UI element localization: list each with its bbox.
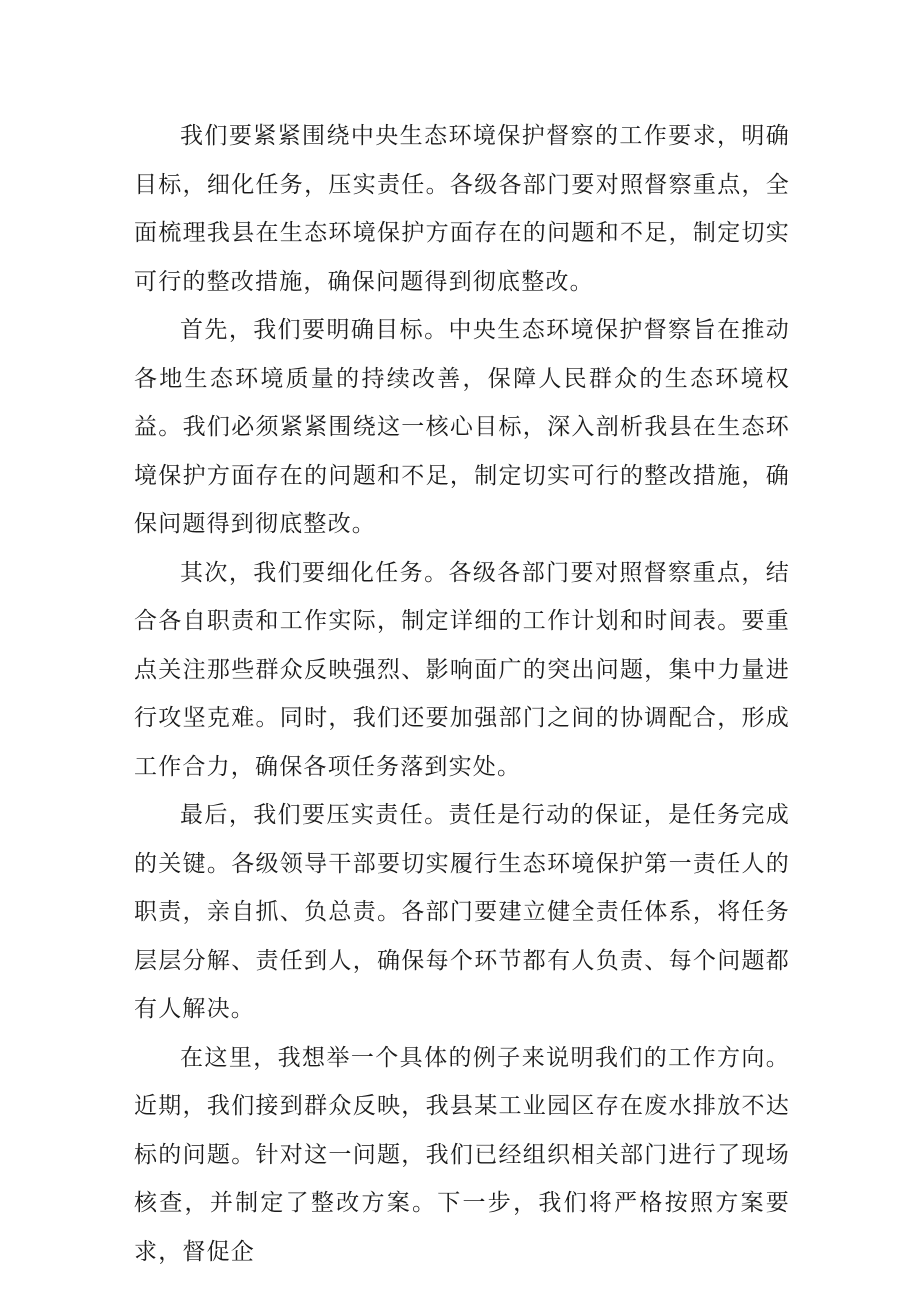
- paragraph-first: 首先，我们要明确目标。中央生态环境保护督察旨在推动各地生态环境质量的持续改善，保障人民群众的生态环境权益。我们必须紧紧围绕这一核心目标，深入剖析我县在生态环境保护方面存在的问题和不足，制定切实可行的整改措施，确保问题得到彻底整改。: [134, 317, 790, 537]
- document-body: [134, 112, 790, 1276]
- paragraph-example: 在这里，我想举一个具体的例子来说明我们的工作方向。近期，我们接到群众反映，我县某工业园区存在废水排放不达标的问题。针对这一问题，我们已经组织相关部门进行了现场核查，并制定了整改方案。下一步，我们将严格按照方案要求，督促企: [134, 1044, 790, 1265]
- paragraph-second: 其次，我们要细化任务。各级各部门要对照督察重点，结合各自职责和工作实际，制定详细的工作计划和时间表。要重点关注那些群众反映强烈、影响面广的突出问题，集中力量进行攻坚克难。同时，我们还要加强部门之间的协调配合，形成工作合力，确保各项任务落到实处。: [134, 559, 790, 780]
- paragraph-intro: 我们要紧紧围绕中央生态环境保护督察的工作要求，明确目标，细化任务，压实责任。各级各部门要对照督察重点，全面梳理我县在生态环境保护方面存在的问题和不足，制定切实可行的整改措施，确保问题得到彻底整改。: [134, 123, 790, 295]
- paragraph-last: 最后，我们要压实责任。责任是行动的保证，是任务完成的关键。各级领导干部要切实履行生态环境保护第一责任人的职责，亲自抓、负总责。各部门要建立健全责任体系，将任务层层分解、责任到人，确保每个环节都有人负责、每个问题都有人解决。: [134, 802, 790, 1022]
